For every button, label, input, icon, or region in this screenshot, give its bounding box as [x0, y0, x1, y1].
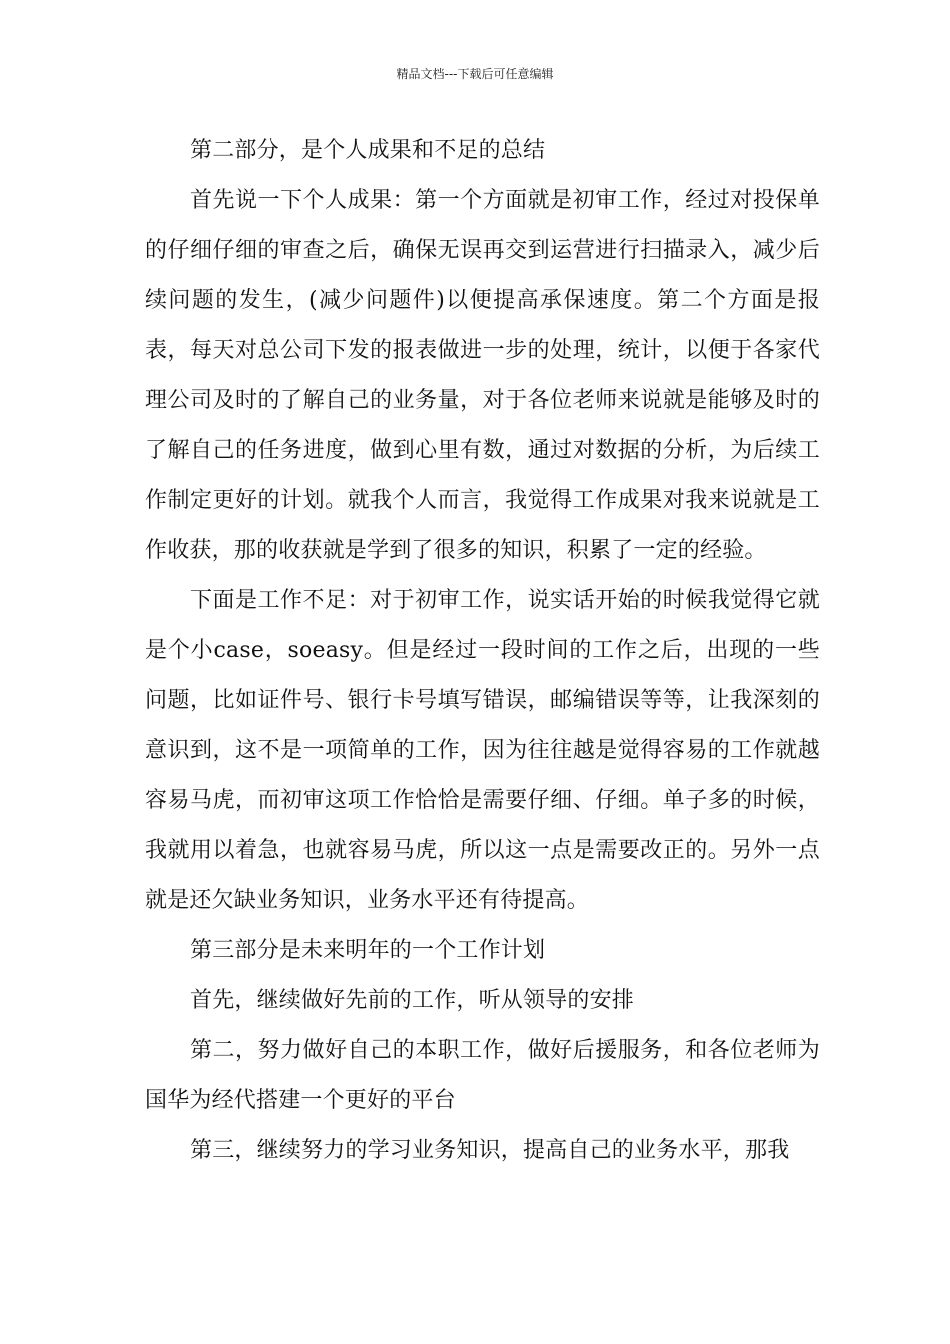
paragraph-achievements: 首先说一下个人成果：第一个方面就是初审工作，经过对投保单的仔细仔细的审查之后，确保无误再交到运营进行扫描录入，减少后续问题的发生，(减少问题件)以便提高承保速度。第二个方面是报表，每天对总公司下发的报表做进一步的处理，统计，以便于各家代理公司及时的了解自己的业务量，对于各位老师来说就是能够及时的了解自己的任务进度，做到心里有数，通过对数据的分析，为后续工作制定更好的计划。就我个人而言，我觉得工作成果对我来说就是工作收获，那的收获就是学到了很多的知识，积累了一定的经验。	[145, 188, 820, 563]
plan-item-first: 首先，继续做好先前的工作，听从领导的安排	[190, 988, 635, 1013]
document-body	[145, 126, 820, 1176]
section-three-heading: 第三部分是未来明年的一个工作计划	[190, 938, 546, 963]
plan-item-third: 第三，继续努力的学习业务知识，提高自己的业务水平，那我	[190, 1138, 790, 1163]
plan-item-second: 第二，努力做好自己的本职工作，做好后援服务，和各位老师为国华为经代搭建一个更好的平台	[145, 1038, 820, 1113]
section-two-heading: 第二部分，是个人成果和不足的总结	[190, 138, 546, 163]
page-header: 精品文档---下载后可任意编辑	[396, 67, 554, 81]
paragraph-shortcomings: 下面是工作不足：对于初审工作，说实话开始的时候我觉得它就是个小case，soeasy。但是经过一段时间的工作之后，出现的一些问题，比如证件号、银行卡号填写错误，邮编错误等等，让我深刻的意识到，这不是一项简单的工作，因为往往越是觉得容易的工作就越容易马虎，而初审这项工作恰恰是需要仔细、仔细。单子多的时候，我就用以着急，也就容易马虎，所以这一点是需要改正的。另外一点就是还欠缺业务知识，业务水平还有待提高。	[145, 588, 820, 913]
